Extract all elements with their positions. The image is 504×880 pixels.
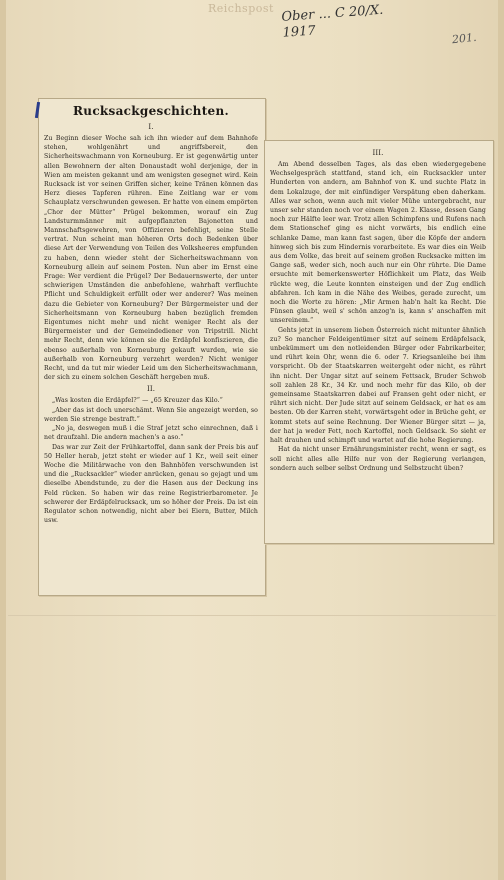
section-label: II.: [146, 385, 156, 394]
paper-edge-left: [0, 0, 6, 880]
article-column-right: [270, 146, 486, 473]
paragraph: „Was kosten die Erdäpfel?“ — „65 Kreuzer das Kilo.“: [52, 397, 223, 405]
paragraph: Gehts jetzt in unserem lieben Österreich nicht mitunter ähnlich zu? So mancher Feldeigentümer sitzt auf seinem Erdäpfelsack, unbekümmert um den notleidenden Bürger oder Fabrikarbeiter, und rührt kein Ohr, wenn die 6. oder 7. Kriegsanleihe bei ihm vorspricht. Ob der Staatskarren weitergeht oder nicht, es rührt ihn nicht. Der Ungar sitzt auf seinem Fettsack, Bruder Schwob soll zahlen 28 Kr., 34 Kr. und noch mehr für das Kilo, ob der gemeinsame Staatskarren dabei auf Fransen geht oder nicht, er rührt sich nicht. Der Jude sitzt auf seinem Geldsack, er hat es am besten. Ob der Karren steht, vorwärtsgeht oder in Brüche geht, er kommt stets auf seine Rechnung. Der Wiener Bürger sitzt — ja, der hat ja weder Fett, noch Kartoffel, noch Geldsack. So sieht er halt drauhen und schimpft und wartet auf die hohe Regierung.: [270, 326, 486, 445]
paragraph: Zu Beginn dieser Woche sah ich ihn wieder auf dem Bahnhofe stehen, wohlgenährt und angriffsbereit, den Sicherheitswachmann von Korneuburg. Er ist gegenwärtig unter allen Bewohnern der alten Donaustadt wohl derjenige, der in Wien am meisten gekannt und am wenigsten gesegnet wird. Kein Rucksack ist vor seinen Griffen sicher, keine Tränen können das Herz dieses Tapferen rühren. Eine Zeitlang war er vom Schauplatz verschwunden gewesen. Er hatte von einem empörten „Chor der Mütter“ Prügel bekommen, worauf ein Zug Landsturmmänner mit aufgepflanzten Bajonetten und Mannschaftsgewehren, von Offizieren befehligt, seine Stelle vertrat. Nun scheint man höheren Orts doch Bedenken über diese Art der Verwendung von Teilen des Volksheeres empfunden zu haben, denn wieder steht der Sicherheitswachmann von Korneuburg allein auf seinem Posten. Nun aber im Ernst eine Frage: Wer verdient die Prügel? Der Bedauernswerte, der unter schwierigen Umständen die anbefohlene, wahrhaft verfluchte Pflicht und Schuldigkeit erfüllt oder wer anderer? Was meinen dazu die Gebieter von Korneuburg? Der Bürgermeister und der Sicherheitsmann von Korneuburg haben bezüglich fremden Eigentumes nicht mehr und nicht weniger Recht als der Bürgermeister und der Gemeindediener von Tripstrill. Nicht mehr Recht, denn wie können sie die Erdäpfel konfiszieren, die ebenso außerhalb von Korneuburg gekauft wurden, wie sie außerhalb von Korneuburg verzehrt werden? Nicht weniger Recht, und da tut mir wieder Leid um den Sicherheitswachmann, der sich zu einem solchen Geschäft hergeben muß.: [44, 135, 258, 382]
section-label: III.: [372, 149, 384, 157]
paragraph: „Aber das ist doch unerschämt. Wenn Sie angezeigt werden, so werden Sie strenge bestraft.“: [44, 406, 258, 423]
paragraph: „No ja, deswegen muß i die Straf jetzt scho einrechnen, daß i net draufzahl. Die andern machen's a aso.“: [44, 425, 258, 442]
section-label: I.: [148, 123, 154, 131]
paragraph: Hat da nicht unser Ernährungsminister recht, wenn er sagt, es soll nicht alles alle Hilfe nur von der Regierung verlangen, sondern auch selber selbst Ordnung und Selbstzucht üben?: [270, 446, 486, 472]
article-title: Rucksackgeschichten.: [73, 104, 229, 118]
paragraph: Am Abend desselben Tages, als das eben wiedergegebene Wechselgespräch stattfand, stand ich, ein Rucksackler unter Hunderten von andern, am Bahnhof von K. und suchte Platz in dem Lokalzuge, der mit einfündiger Verspätung eben daherkam. Alles war schon, wenn auch mit vieler Mühe untergebracht, nur unser sehr standen noch vor einem Wagen 2. Klasse, dessen Gang noch zur Hälfte leer war. Trotz allen Schimpfens und Rufens nach dem Stationschef ging es nicht vorwärts, bis endlich eine schlanke Dame, man kann fast sagen, über die Köpfe der andern hinweg sich bis zum Hindernis vorarbeitete. Es war dies ein Weib aus dem Volke, das breit auf seinem großen Rucksacke mitten im Gange saß, weder sich, noch auch nur ein Ohr rührte. Die Dame ersuchte mit bemerkenswerter Höflichkeit um Platz, das Weib rückte weg, die Leute konnten einsteigen und der Zug endlich abfahren. Ich kam in die Nähe des Weibes, gerade zurecht, um noch die Worte zu hören: „Mir Armen hab'n halt ka Recht. Die Fünsen glaubt, weil s' schön anzog'n is, kann s' anschaffen mit unsereinem.“: [270, 161, 486, 325]
article-column-left: [44, 102, 258, 525]
title-block: [44, 102, 258, 120]
paper-fold-line: [8, 615, 496, 616]
handwritten-note: 201.: [451, 30, 478, 47]
archive-stamp: Reichspost: [208, 2, 274, 15]
paper-edge-right: [498, 0, 504, 880]
handwritten-date: Ober ... C 20/X. 1917: [281, 2, 384, 41]
paragraph: Das war zur Zeit der Frühkartoffel, dann sank der Preis bis auf 50 Heller herab, jetzt steht er wieder auf 1 Kr., weil seit einer Woche die Militärwache von den Bahnhöfen verschwunden ist und die „Rucksackler“ wieder anrücken, genau so gejagt und um dieselbe Abendstunde, zu der die Hasen aus der Deckung ins Feld rücken. So haben wir das reine Registrierbarometer. Je schwerer der Erdäpfelrucksack, um so höher der Preis. Da ist ein Regulator schon notwendig, nicht aber bei Eiern, Butter, Milch usw.: [44, 443, 258, 525]
